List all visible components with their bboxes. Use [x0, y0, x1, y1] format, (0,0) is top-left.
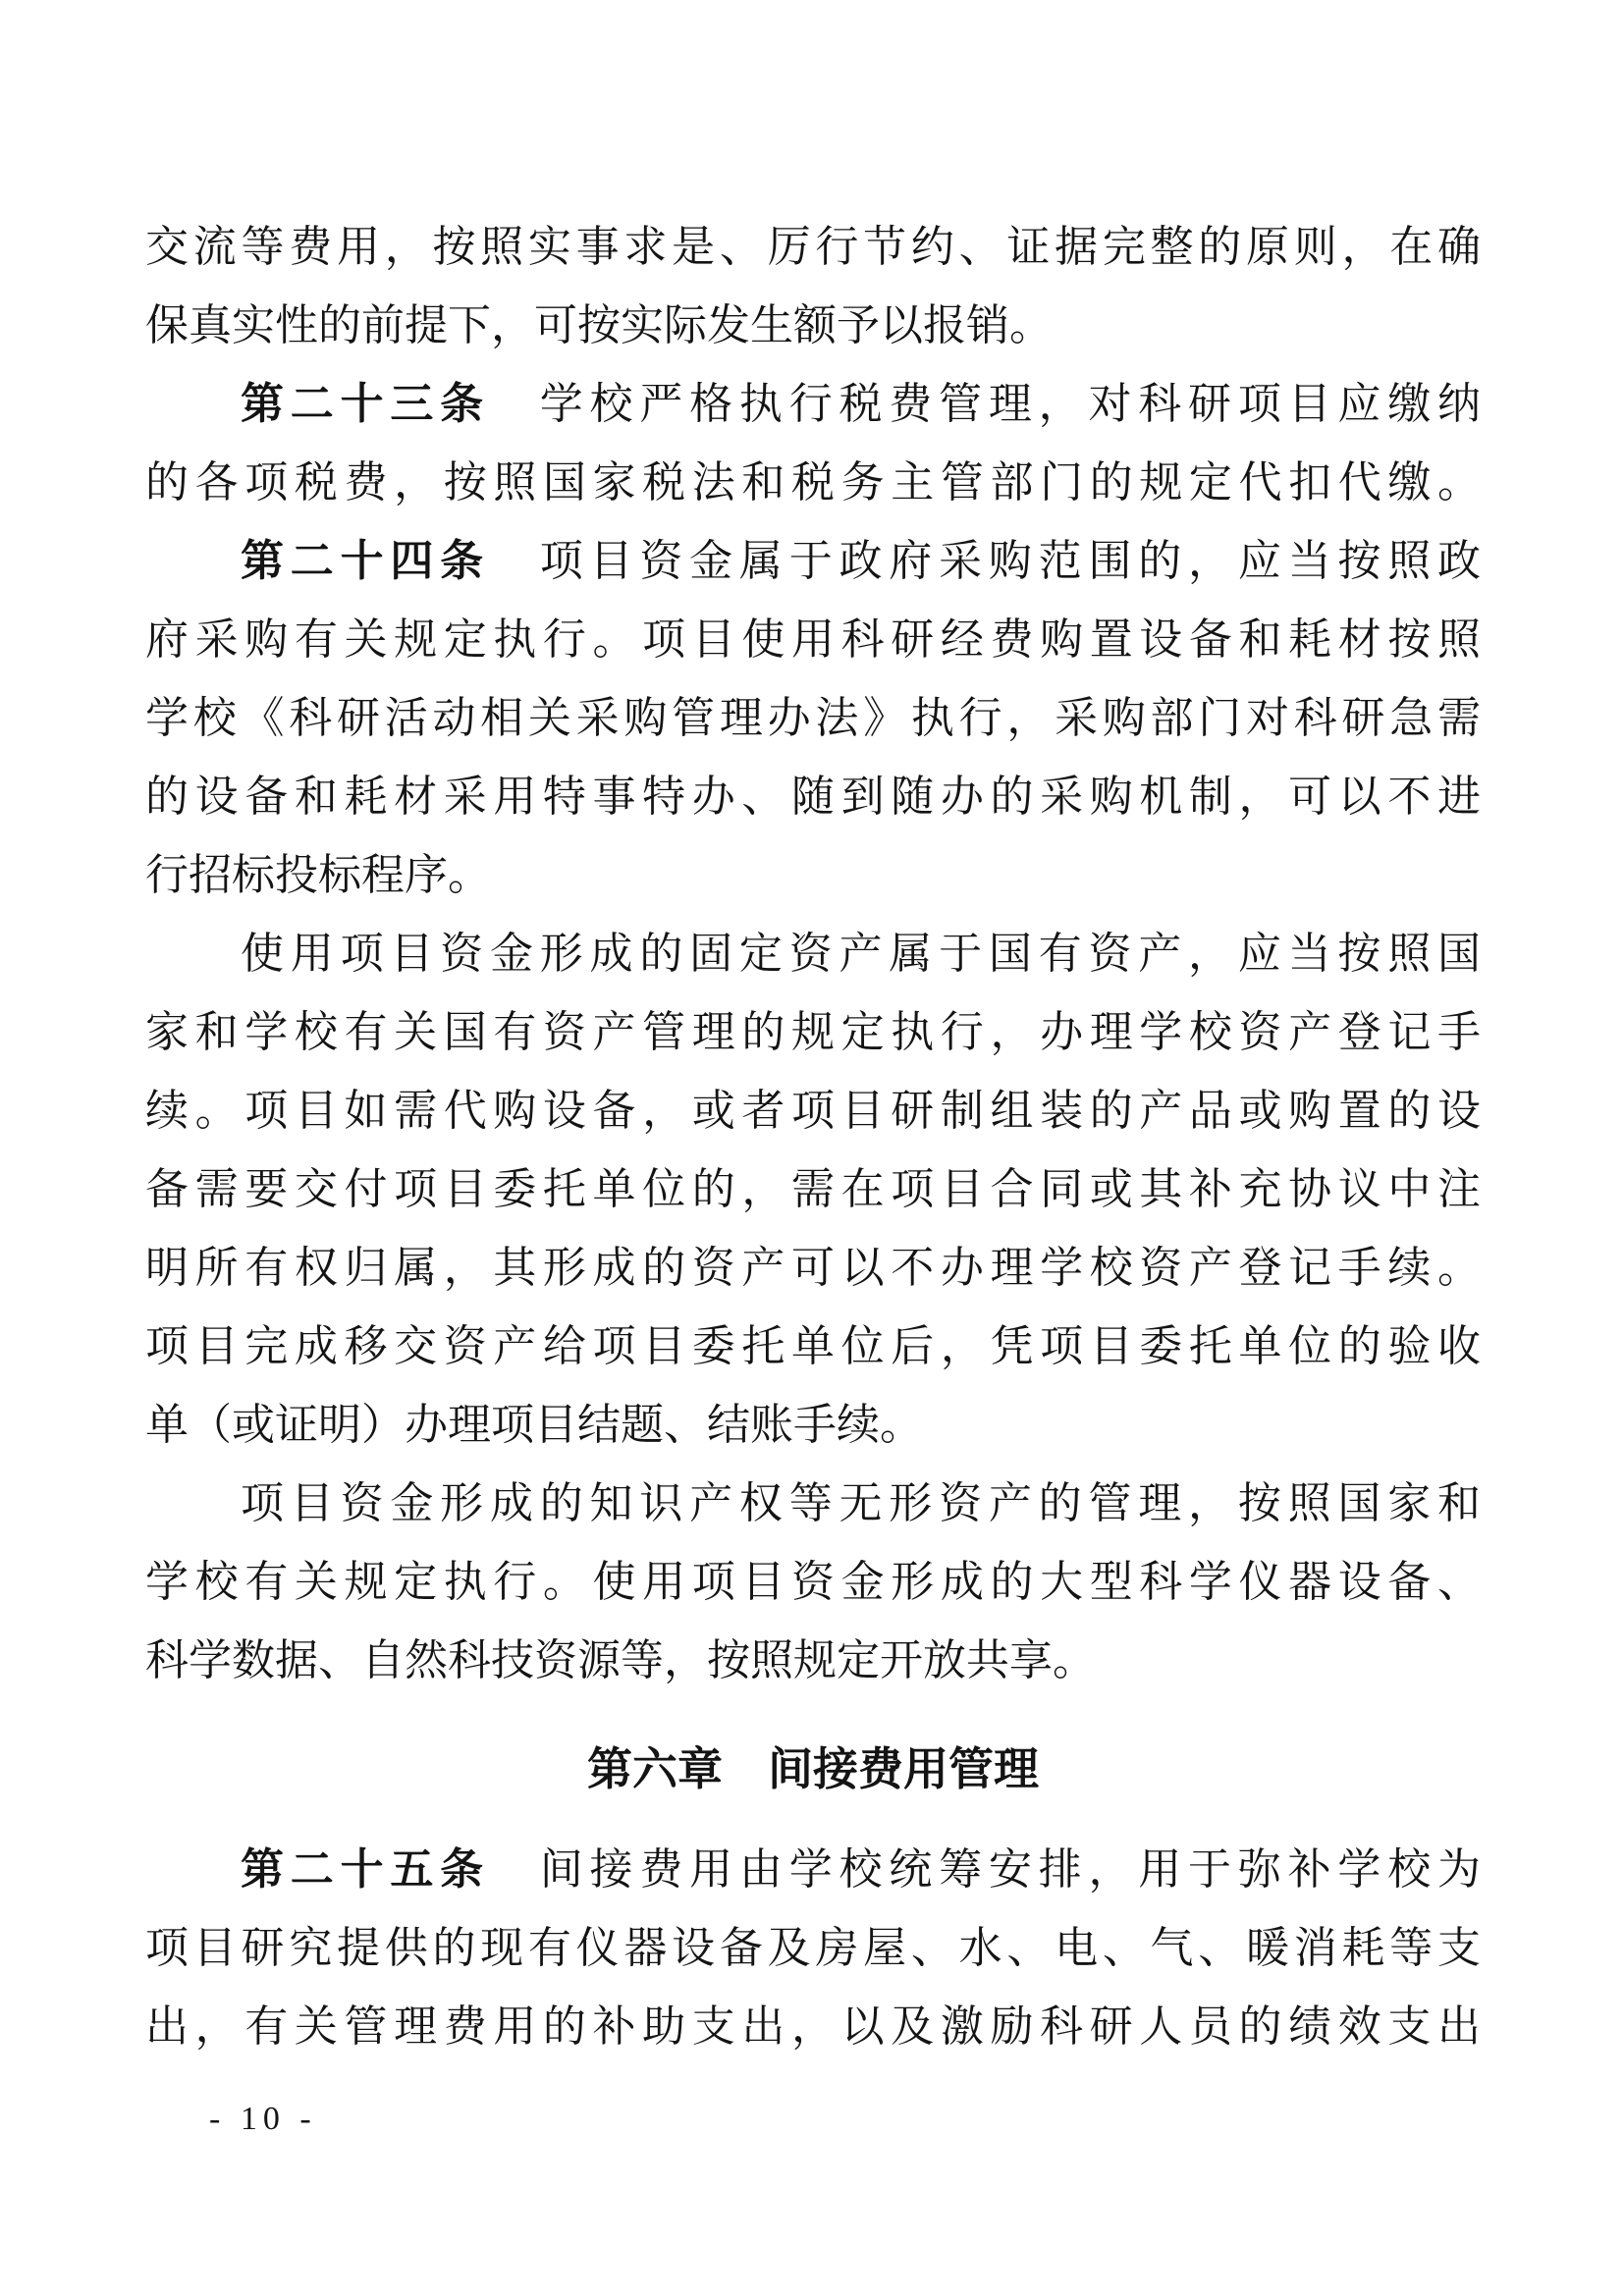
- text-segment: 科学数据、自然科技资源等，按照规定开放共享。: [145, 1636, 1096, 1684]
- text-line: [145, 522, 1481, 601]
- text-line: [145, 1150, 1481, 1229]
- text-line: [145, 1622, 1481, 1700]
- chapter-heading: [145, 1730, 1481, 1808]
- text-segment: 学校有关规定执行。使用项目资金形成的大型科学仪器设备、: [145, 1558, 1481, 1606]
- text-line: [145, 365, 1481, 444]
- text-line: [145, 287, 1481, 365]
- text-line: [145, 208, 1481, 287]
- text-segment: 交流等费用，按照实事求是、厉行节约、证据完整的原则，在确: [145, 223, 1481, 271]
- article-number-label: 第六章 间接费用管理: [587, 1743, 1039, 1794]
- text-segment: 出，有关管理费用的补助支出，以及激励科研人员的绩效支出: [145, 2002, 1481, 2051]
- text-segment: 家和学校有关国有资产管理的规定执行，办理学校资产登记手: [145, 1008, 1481, 1056]
- text-line: [145, 836, 1481, 915]
- text-line: [145, 1909, 1481, 1988]
- text-segment: 明所有权归属，其形成的资产可以不办理学校资产登记手续。: [145, 1244, 1481, 1292]
- text-segment: 行招标投标程序。: [145, 851, 491, 899]
- text-segment: 府采购有关规定执行。项目使用科研经费购置设备和耗材按照: [145, 615, 1481, 664]
- text-line: [145, 601, 1481, 679]
- text-line: [145, 1229, 1481, 1308]
- text-segment: 的设备和耗材采用特事特办、随到随办的采购机制，可以不进: [145, 773, 1481, 821]
- text-line: [145, 1308, 1481, 1386]
- text-segment: 学校严格执行税费管理，对科研项目应缴纳: [489, 380, 1481, 428]
- text-segment: 保真实性的前提下，可按实际发生额予以报销。: [145, 301, 1053, 349]
- text-line: [145, 679, 1481, 758]
- text-line: [145, 1543, 1481, 1622]
- text-segment: 间接费用由学校统筹安排，用于弥补学校为: [489, 1845, 1481, 1894]
- text-segment: 单（或证明）办理项目结题、结账手续。: [145, 1401, 923, 1449]
- article-number-label: 第二十三条: [241, 380, 490, 428]
- text-segment: 使用项目资金形成的固定资产属于国有资产，应当按照国: [241, 930, 1481, 978]
- page-number: - 10 -: [209, 2101, 317, 2137]
- text-line: [145, 1072, 1481, 1150]
- text-segment: 的各项税费，按照国家税法和税务主管部门的规定代扣代缴。: [145, 458, 1481, 507]
- text-segment: 备需要交付项目委托单位的，需在项目合同或其补充协议中注: [145, 1165, 1481, 1213]
- text-line: [145, 444, 1481, 522]
- text-line: [145, 758, 1481, 836]
- text-line: [145, 1831, 1481, 1909]
- article-number-label: 第二十四条: [241, 537, 490, 585]
- text-segment: 项目完成移交资产给项目委托单位后，凭项目委托单位的验收: [145, 1322, 1481, 1370]
- text-segment: 项目资金形成的知识产权等无形资产的管理，按照国家和: [241, 1479, 1481, 1527]
- text-line: [145, 1465, 1481, 1543]
- document-body: [145, 208, 1481, 2066]
- text-segment: 项目研究提供的现有仪器设备及房屋、水、电、气、暖消耗等支: [145, 1924, 1481, 1972]
- text-line: [145, 1988, 1481, 2066]
- text-line: [145, 993, 1481, 1072]
- text-line: [145, 1386, 1481, 1465]
- article-number-label: 第二十五条: [241, 1845, 490, 1894]
- text-segment: 项目资金属于政府采购范围的，应当按照政: [489, 537, 1481, 585]
- text-segment: 学校《科研活动相关采购管理办法》执行，采购部门对科研急需: [145, 694, 1481, 742]
- text-segment: 续。项目如需代购设备，或者项目研制组装的产品或购置的设: [145, 1087, 1481, 1135]
- text-line: [145, 915, 1481, 993]
